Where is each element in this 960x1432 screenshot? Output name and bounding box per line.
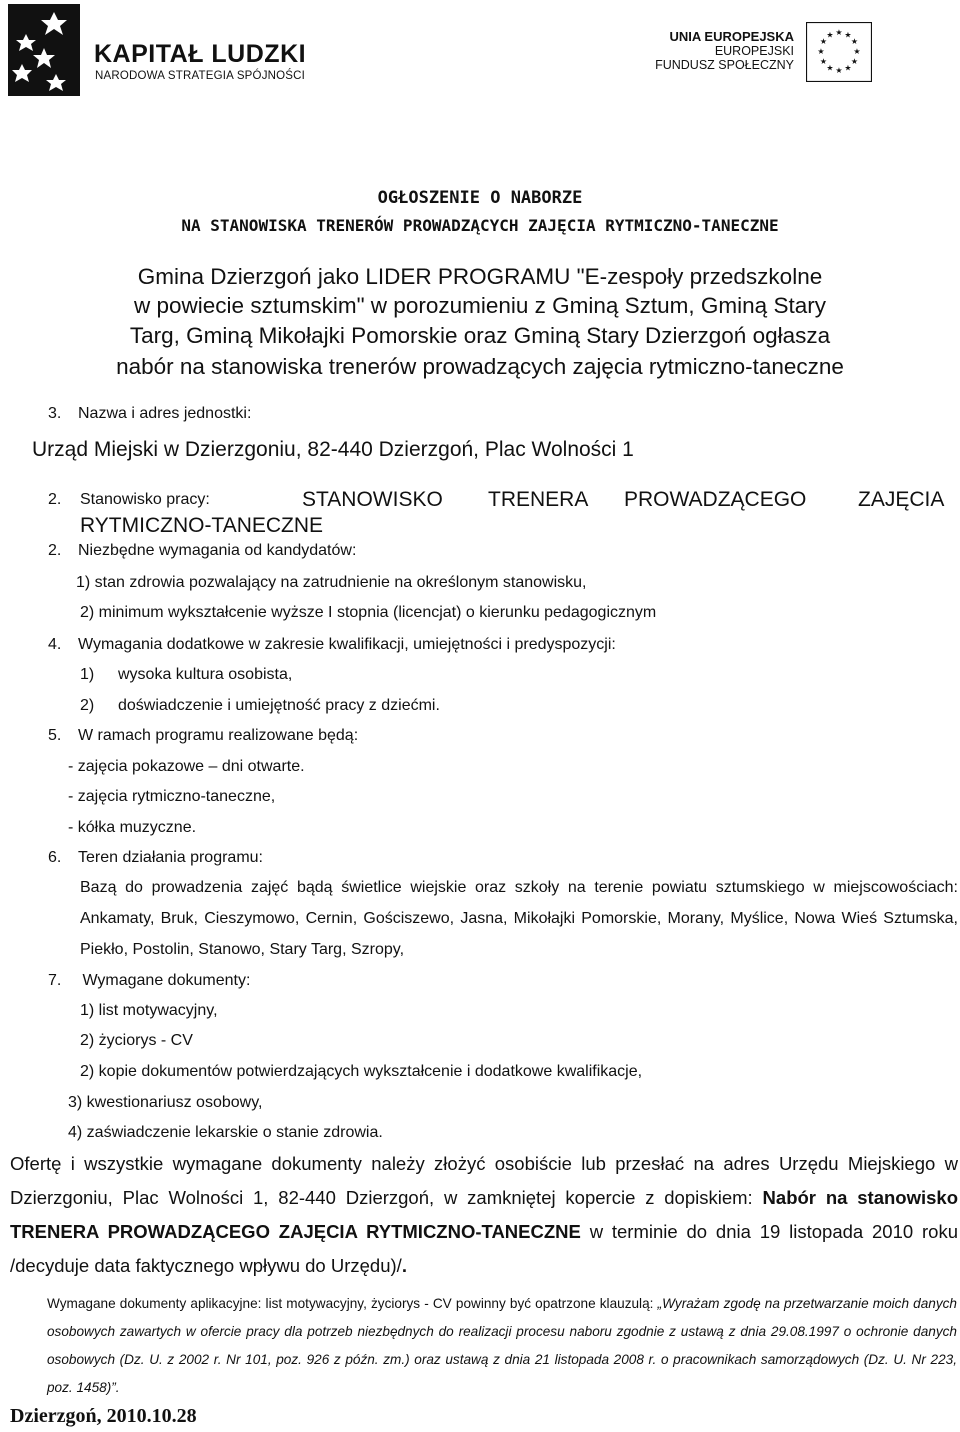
svg-text:★: ★ xyxy=(817,47,825,56)
program-item: - zajęcia pokazowe – dni otwarte. xyxy=(68,758,305,775)
additional-item xyxy=(80,697,440,715)
kapital-ludzki-logo xyxy=(8,4,318,100)
kapital-ludzki-title: KAPITAŁ LUDZKI xyxy=(94,40,307,68)
item-number: 1) xyxy=(80,666,95,683)
note-clause: „Wyrażam zgodę na przetwarzanie moich danych osobowych zawartych w ofercie pracy dla potrzeb niezbędnych do realizacji procesu naboru zgodnie z ustawą z dnia 29.08.1997 o ochronie danych osobowych (Dz. U. z 2002 r. Nr 101, poz. 926 z późn. zm.) oraz ustawą z dnia 21 listopada 2008 r. o pracownikach samorządowych (Dz. U. Nr 223, poz. 1458)”. xyxy=(47,1296,957,1395)
requirement-item: 2) minimum wykształcenie wyższe I stopnia (licencjat) o kierunku pedagogicznym xyxy=(80,604,657,621)
area-description: Bazą do prowadzenia zajęć bądą świetlice wiejskie oraz szkoły na terenie powiatu sztumskiego w miejscowościach: Ankamaty, Bruk, Cieszymowo, Cernin, Gościszewo, Jasna, Mikołajki Pomorskie, Morany, Myślice, Nowa Wieś Sztumska, Piekło, Postolin, Stanowo, Stary Targ, Szropy, xyxy=(80,879,958,958)
announcement-subtitle: NA STANOWISKA TRENERÓW PROWADZĄCYCH ZAJĘCIA RYTMICZNO-TANECZNE xyxy=(181,216,779,235)
kapital-ludzki-subtitle: NARODOWA STRATEGIA SPÓJNOŚCI xyxy=(95,70,306,82)
program-item: - kółka muzyczne. xyxy=(68,819,197,836)
offer-bold-label: Nabór na stanowisko TRENERA PROWADZĄCEGO ZAJĘCIA RYTMICZNO-TANECZNE xyxy=(10,1187,958,1242)
section-position-label: Stanowisko pracy: xyxy=(80,491,210,508)
svg-text:★: ★ xyxy=(819,37,828,46)
section-additional-heading xyxy=(48,636,616,654)
section-number: 3. xyxy=(48,405,62,422)
announcement-title: OGŁOSZENIE O NABORZE xyxy=(377,188,583,208)
section-label: Teren działania programu: xyxy=(78,849,263,866)
section-number: 7. xyxy=(48,972,62,989)
item-text: wysoka kultura osobista, xyxy=(118,666,293,683)
offer-deadline: w terminie do dnia 19 listopada 2010 roku /decyduje data faktycznego wpływu do Urzędu)/ xyxy=(10,1221,958,1276)
svg-text:★: ★ xyxy=(826,30,834,40)
section-unit-heading xyxy=(48,405,251,423)
section-label: Wymagania dodatkowe w zakresie kwalifikacji, umiejętności i predyspozycji: xyxy=(78,636,616,653)
document-item: 2) życiorys - CV xyxy=(80,1032,193,1049)
svg-text:★: ★ xyxy=(826,63,834,73)
section-label: Nazwa i adres jednostki: xyxy=(78,405,252,422)
section-label: Wymagane dokumenty: xyxy=(78,972,251,989)
position-word-2: TRENERA xyxy=(488,488,589,511)
intro-line-1: Gmina Dzierzgoń jako LIDER PROGRAMU "E-zespoły przedszkolne xyxy=(137,264,823,289)
section-area-heading xyxy=(48,849,263,867)
section-number: 6. xyxy=(48,849,62,866)
offer-paragraph xyxy=(10,1147,958,1283)
document-date: Dzierzgoń, 2010.10.28 xyxy=(10,1405,197,1427)
item-text: doświadczenie i umiejętność pracy z dziećmi. xyxy=(118,697,440,714)
svg-text:★: ★ xyxy=(844,30,852,40)
clause-note xyxy=(47,1290,957,1402)
section-requirements-heading xyxy=(48,542,356,560)
item-number: 2) xyxy=(80,697,95,714)
position-line-2: RYTMICZNO-TANECZNE xyxy=(80,514,324,537)
svg-text:★: ★ xyxy=(850,37,859,46)
svg-text:★: ★ xyxy=(853,47,861,56)
section-position-num: 2. xyxy=(48,491,62,508)
section-number: 5. xyxy=(48,727,62,744)
program-item: - zajęcia rytmiczno-taneczne, xyxy=(68,788,276,805)
eu-line2: EUROPEJSKI xyxy=(714,44,794,58)
section-label: W ramach programu realizowane będą: xyxy=(78,727,359,744)
document-item: 2) kopie dokumentów potwierdzających wykształcenie i dodatkowe kwalifikacje, xyxy=(80,1063,643,1080)
section-program-heading xyxy=(48,727,358,745)
eu-text xyxy=(655,30,794,72)
svg-text:★: ★ xyxy=(835,66,843,75)
eu-flag-icon xyxy=(806,22,872,82)
position-word-3: PROWADZĄCEGO xyxy=(624,488,807,511)
svg-text:★: ★ xyxy=(844,63,852,73)
document-item: 4) zaświadczenie lekarskie o stanie zdrowia. xyxy=(68,1124,383,1141)
note-text: Wymagane dokumenty aplikacyjne: list motywacyjny, życiorys - CV powinny być opatrzone klauzulą: xyxy=(47,1296,658,1311)
position-word-1: STANOWISKO xyxy=(302,488,443,511)
offer-end: . xyxy=(401,1255,407,1276)
section-documents-heading xyxy=(48,972,250,990)
intro-line-3: Targ, Gminą Mikołajki Pomorskie oraz Gminą Stary Dzierzgoń ogłasza xyxy=(129,323,831,348)
section-label: Niezbędne wymagania od kandydatów: xyxy=(78,542,357,559)
document-item: 1) list motywacyjny, xyxy=(80,1002,218,1019)
intro-line-4: nabór na stanowiska trenerów prowadzących zajęcia rytmiczno-taneczne xyxy=(116,354,844,379)
eu-line3: FUNDUSZ SPOŁECZNY xyxy=(655,58,794,72)
offer-text: Ofertę i wszystkie wymagane dokumenty należy złożyć osobiście lub przesłać na adres Urzędu Miejskiego w Dzierzgoniu, Plac Wolności 1, 82-440 Dzierzgoń, w zamkniętej kopercie z dopiskiem: xyxy=(10,1153,958,1208)
position-word-4: ZAJĘCIA xyxy=(858,488,945,511)
svg-text:★: ★ xyxy=(850,57,859,66)
section-number: 2. xyxy=(48,542,62,559)
svg-text:★: ★ xyxy=(819,57,828,66)
svg-text:★: ★ xyxy=(835,28,843,37)
additional-item xyxy=(80,666,292,684)
document-item: 3) kwestionariusz osobowy, xyxy=(68,1094,263,1111)
unit-address: Urząd Miejski w Dzierzgoniu, 82-440 Dzierzgoń, Plac Wolności 1 xyxy=(32,438,634,461)
intro-line-2: w powiecie sztumskim" w porozumieniu z Gminą Sztum, Gminą Stary xyxy=(134,293,826,318)
kapital-ludzki-emblem-icon xyxy=(8,4,80,96)
requirement-item: 1) stan zdrowia pozwalający na zatrudnienie na określonym stanowisku, xyxy=(76,574,587,591)
section-number: 4. xyxy=(48,636,62,653)
eu-line1: UNIA EUROPEJSKA xyxy=(669,29,794,44)
